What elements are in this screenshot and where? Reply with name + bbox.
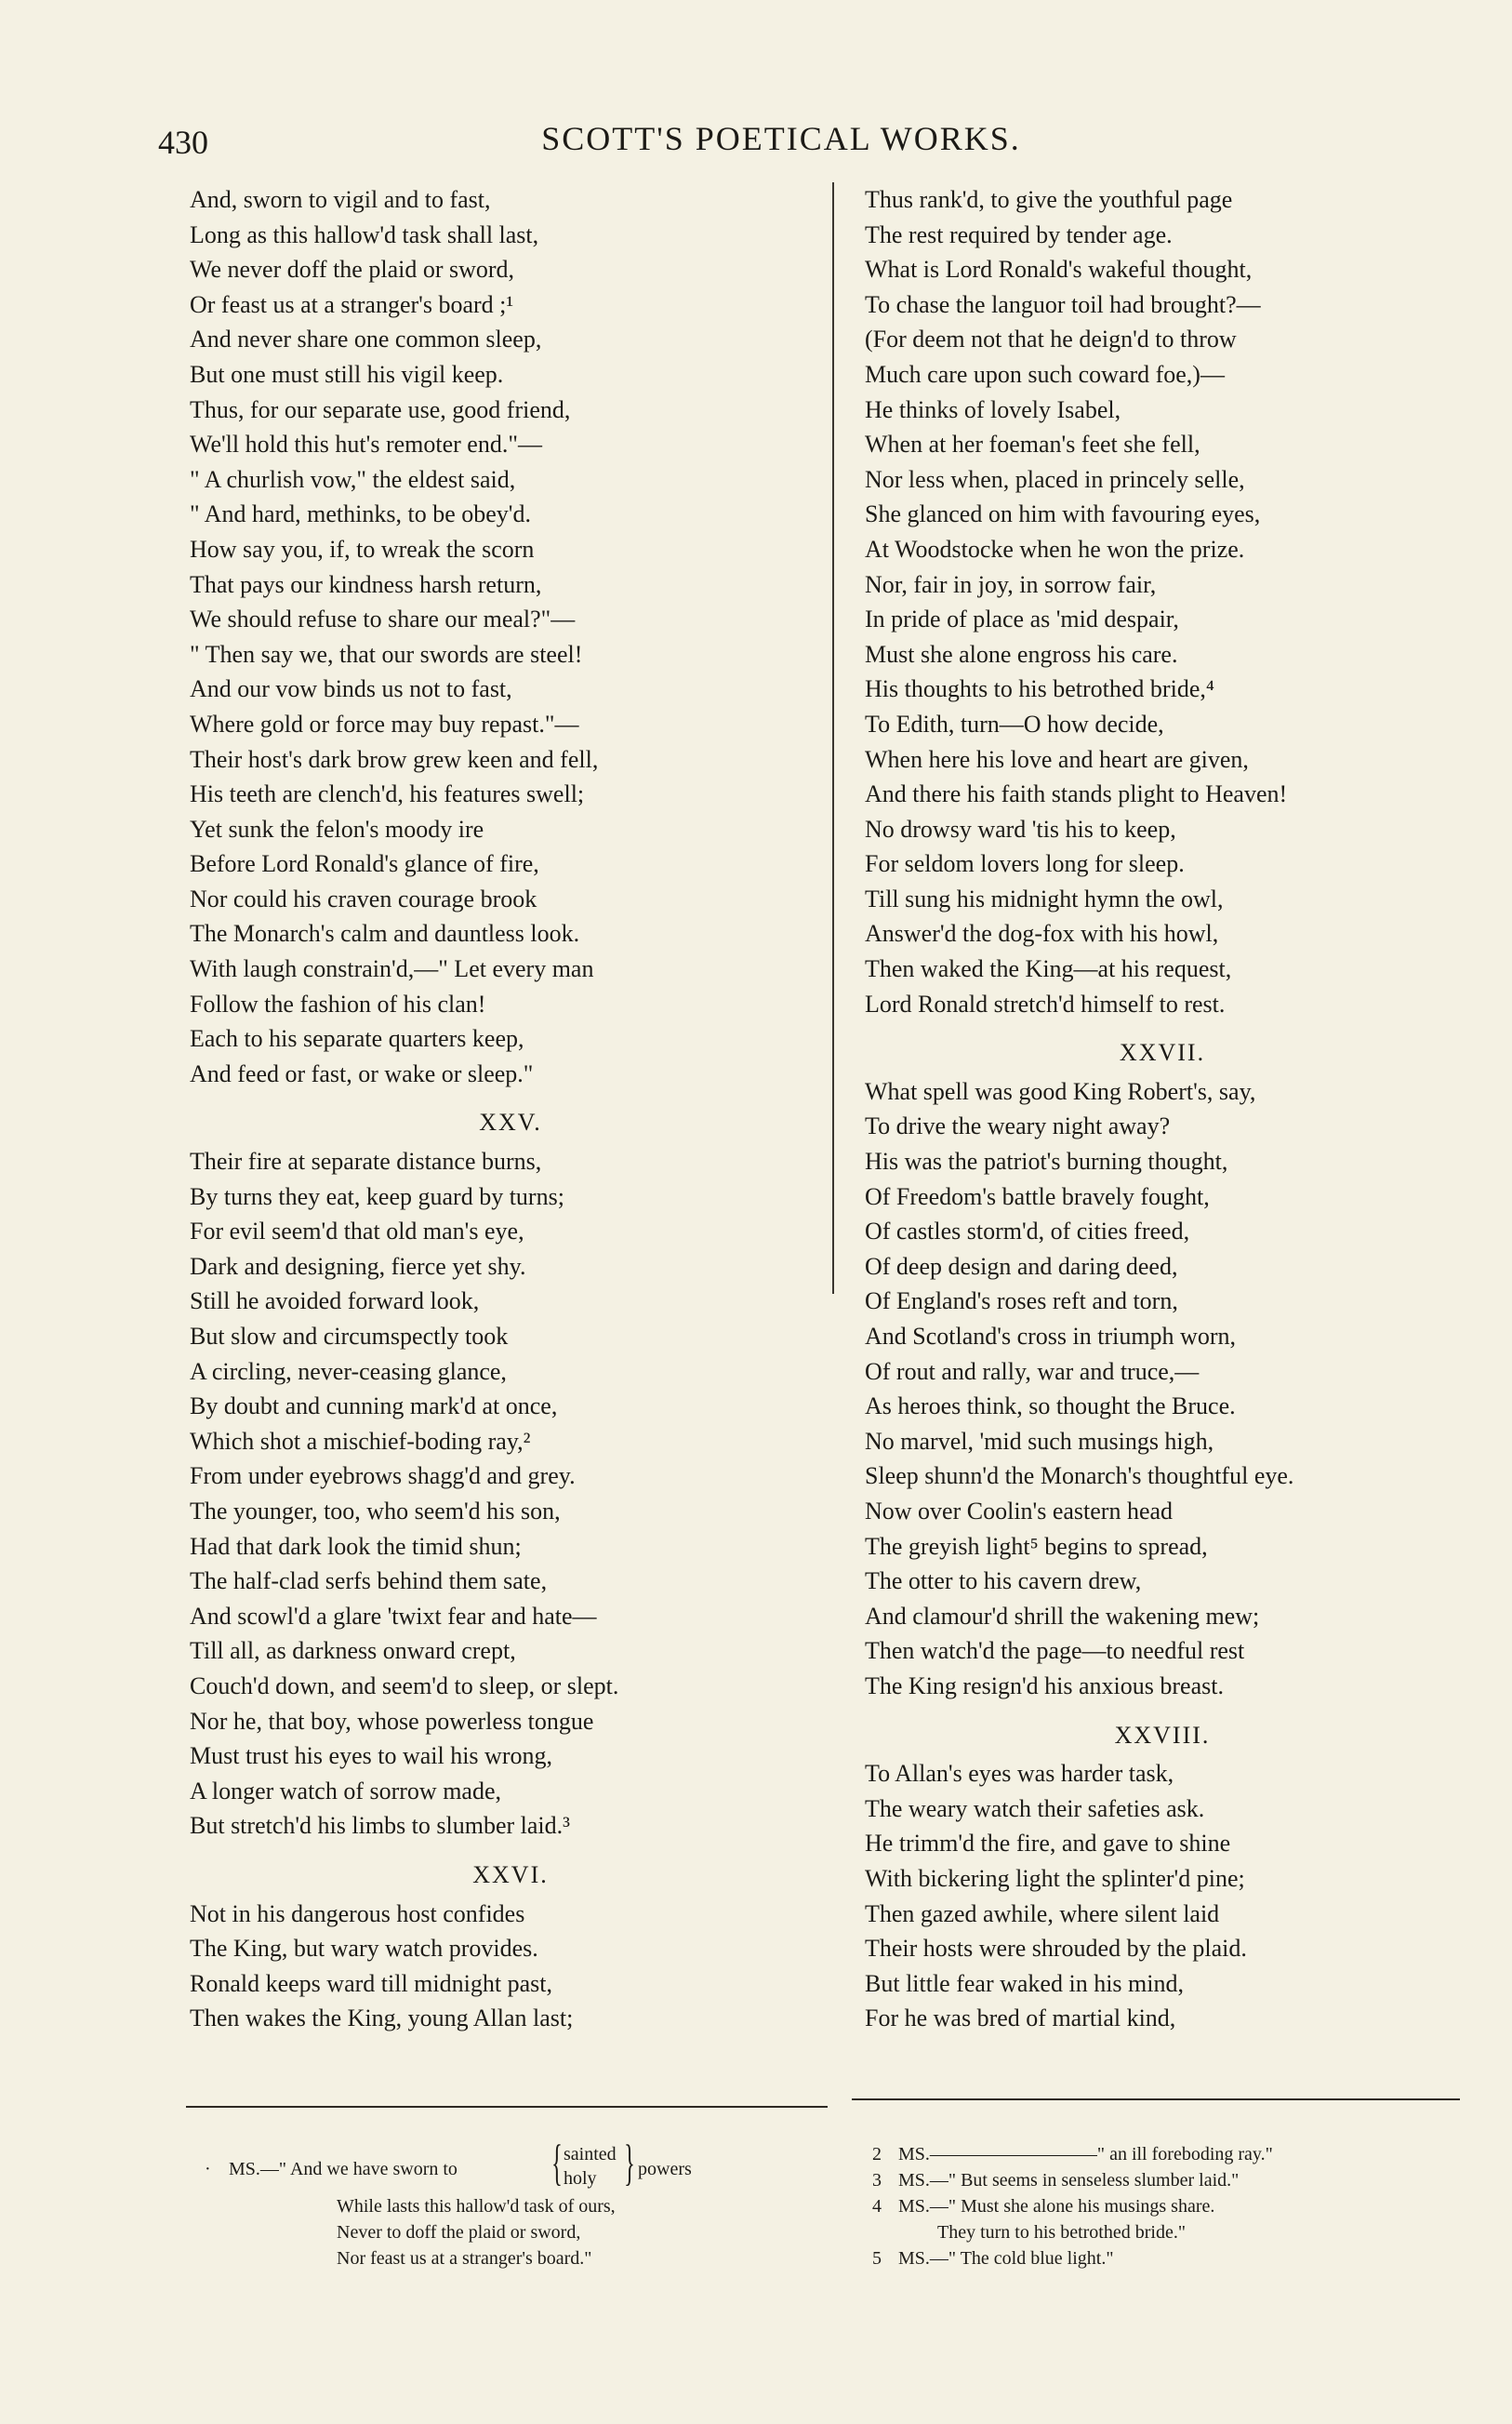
section-heading: XXVI. — [472, 1860, 549, 1888]
verse-line: Long as this hallow'd task shall last, — [190, 220, 539, 248]
verse-line: What spell was good King Robert's, say, — [865, 1077, 1256, 1105]
page-number: 430 — [158, 124, 208, 161]
verse-line: Thus rank'd, to give the youthful page — [865, 186, 1233, 213]
footnote-ms-label: · MS.—" And we have sworn to — [205, 2156, 458, 2182]
section-heading: XXVIII. — [1114, 1721, 1211, 1749]
footnote-line: They turn to his betrothed bride." — [937, 2222, 1186, 2243]
verse-line: By doubt and cunning mark'd at once, — [190, 1392, 558, 1420]
verse-line: Till all, as darkness onward crept, — [190, 1637, 516, 1665]
verse-line: As heroes think, so thought the Bruce. — [865, 1392, 1236, 1420]
verse-line: Till sung his midnight hymn the owl, — [865, 885, 1224, 912]
stanza-block — [865, 182, 1460, 1021]
verse-line: Of rout and rally, war and truce,— — [865, 1357, 1200, 1385]
verse-line: The Monarch's calm and dauntless look. — [190, 920, 580, 948]
verse-line: With bickering light the splinter'd pine; — [865, 1864, 1245, 1892]
column-divider — [832, 182, 834, 1294]
verse-line: No marvel, 'mid such musings high, — [865, 1427, 1214, 1455]
verse-line: Of Freedom's battle bravely fought, — [865, 1182, 1210, 1210]
verse-line: Ronald keeps ward till midnight past, — [190, 1969, 552, 1997]
verse-line: No drowsy ward 'tis his to keep, — [865, 815, 1176, 843]
running-title: SCOTT'S POETICAL WORKS. — [541, 120, 1021, 157]
verse-line: To chase the languor toil had brought?— — [865, 290, 1261, 318]
verse-line: Must trust his eyes to wail his wrong, — [190, 1742, 552, 1770]
verse-line: Had that dark look the timid shun; — [190, 1532, 522, 1560]
verse-line: The otter to his cavern drew, — [865, 1567, 1142, 1595]
verse-line: Must she alone engross his care. — [865, 640, 1178, 668]
verse-line: The weary watch their safeties ask. — [865, 1794, 1205, 1822]
verse-line: Answer'd the dog-fox with his howl, — [865, 920, 1219, 948]
verse-line: When at her foeman's feet she fell, — [865, 431, 1200, 459]
verse-line: Their host's dark brow grew keen and fell, — [190, 745, 599, 773]
verse-line: His thoughts to his betrothed bride,⁴ — [865, 675, 1214, 703]
right-brace: } — [624, 2135, 635, 2191]
footnote-variant-row — [205, 2135, 800, 2193]
verse-line: Their fire at separate distance burns, — [190, 1148, 542, 1176]
verse-line: To drive the weary night away? — [865, 1112, 1171, 1140]
verse-line: " Then say we, that our swords are steel! — [190, 640, 583, 668]
stanza-block — [190, 1897, 831, 2036]
verse-line: By turns they eat, keep guard by turns; — [190, 1182, 564, 1210]
verse-line: Then watch'd the page—to needful rest — [865, 1637, 1245, 1665]
verse-line: With laugh constrain'd,—" Let every man — [190, 955, 594, 983]
section-heading: XXV. — [479, 1109, 542, 1137]
verse-line: Then wakes the King, young Allan last; — [190, 2004, 574, 2032]
verse-line: And our vow binds us not to fast, — [190, 675, 512, 703]
stanza-block — [865, 1074, 1460, 1704]
right-column — [865, 182, 1460, 2036]
verse-line: The half-clad serfs behind them sate, — [190, 1567, 548, 1595]
verse-line: To Edith, turn—O how decide, — [865, 710, 1164, 738]
verse-line: Where gold or force may buy repast."— — [190, 710, 579, 738]
verse-line: Their hosts were shrouded by the plaid. — [865, 1935, 1247, 1963]
footnote-line: 3 MS.—" But seems in senseless slumber laid." — [872, 2170, 1240, 2191]
verse-line: Still he avoided forward look, — [190, 1287, 480, 1315]
left-column — [190, 182, 831, 2036]
verse-line: Of castles storm'd, of cities freed, — [865, 1218, 1190, 1245]
footnote-line: 2 MS.—————————" an ill foreboding ray." — [872, 2144, 1273, 2164]
footnote-rule — [852, 2098, 1460, 2100]
verse-line: Sleep shunn'd the Monarch's thoughtful eye. — [865, 1462, 1294, 1490]
variant-option: holy — [564, 2168, 597, 2189]
verse-line: Which shot a mischief-boding ray,² — [190, 1427, 531, 1455]
variant-option: sainted — [564, 2144, 617, 2164]
footnotes-right — [872, 2141, 1449, 2271]
verse-line: The greyish light⁵ begins to spread, — [865, 1532, 1208, 1560]
verse-line: But slow and circumspectly took — [190, 1323, 509, 1350]
left-brace: { — [551, 2135, 563, 2191]
verse-line: Dark and designing, fierce yet shy. — [190, 1252, 526, 1280]
verse-line: We'll hold this hut's remoter end."— — [190, 431, 542, 459]
stanza-block — [190, 182, 831, 1091]
verse-line: And scowl'd a glare 'twixt fear and hate— — [190, 1602, 597, 1630]
verse-line: Couch'd down, and seem'd to sleep, or slept. — [190, 1671, 619, 1699]
verse-line: From under eyebrows shagg'd and grey. — [190, 1462, 576, 1490]
verse-line: Nor, fair in joy, in sorrow fair, — [865, 570, 1157, 598]
stanza-block — [865, 1756, 1460, 2036]
verse-line: Or feast us at a stranger's board ;¹ — [190, 290, 514, 318]
verse-line: His teeth are clench'd, his features swell; — [190, 780, 585, 808]
verse-line: And there his faith stands plight to Heaven! — [865, 780, 1288, 808]
verse-line: Nor less when, placed in princely selle, — [865, 465, 1245, 493]
verse-line: For seldom lovers long for sleep. — [865, 850, 1185, 878]
footnote-line: Never to doff the plaid or sword, — [337, 2222, 581, 2243]
verse-line: Yet sunk the felon's moody ire — [190, 815, 484, 843]
verse-line: In pride of place as 'mid despair, — [865, 606, 1179, 633]
footnote-line: 4 MS.—" Must she alone his musings share. — [872, 2196, 1215, 2217]
verse-line: He trimm'd the fire, and gave to shine — [865, 1830, 1231, 1858]
verse-line: The rest required by tender age. — [865, 220, 1173, 248]
verse-line: Lord Ronald stretch'd himself to rest. — [865, 990, 1226, 1018]
footnote-line: 5 MS.—" The cold blue light." — [872, 2248, 1114, 2269]
verse-line: Now over Coolin's eastern head — [865, 1497, 1174, 1525]
verse-line: To Allan's eyes was harder task, — [865, 1760, 1174, 1788]
verse-line: The King resign'd his anxious breast. — [865, 1671, 1224, 1699]
verse-line: But one must still his vigil keep. — [190, 360, 504, 388]
verse-line: We never doff the plaid or sword, — [190, 256, 515, 284]
verse-line: She glanced on him with favouring eyes, — [865, 500, 1261, 528]
verse-line: And Scotland's cross in triumph worn, — [865, 1323, 1236, 1350]
variant-continuation: powers — [638, 2159, 692, 2179]
verse-line: He thinks of lovely Isabel, — [865, 395, 1121, 423]
verse-line: But little fear waked in his mind, — [865, 1969, 1184, 1997]
page-header — [158, 115, 1404, 171]
verse-line: And never share one common sleep, — [190, 326, 542, 353]
footnote-line: While lasts this hallow'd task of ours, — [337, 2196, 616, 2217]
footnote-line: Nor feast us at a stranger's board." — [337, 2248, 592, 2269]
footnote-rule — [186, 2106, 828, 2108]
verse-line: But stretch'd his limbs to slumber laid.³ — [190, 1812, 570, 1840]
verse-line: And feed or fast, or wake or sleep." — [190, 1059, 534, 1087]
verse-line: How say you, if, to wreak the scorn — [190, 535, 535, 563]
verse-line: For he was bred of martial kind, — [865, 2004, 1176, 2032]
verse-line: When here his love and heart are given, — [865, 745, 1249, 773]
verse-line: " A churlish vow," the eldest said, — [190, 465, 516, 493]
verse-line: Much care upon such coward foe,)— — [865, 360, 1225, 388]
verse-line: Before Lord Ronald's glance of fire, — [190, 850, 539, 878]
verse-line: And clamour'd shrill the wakening mew; — [865, 1602, 1260, 1630]
section-heading: XXVII. — [1119, 1039, 1206, 1067]
stanza-block — [190, 1144, 831, 1844]
verse-line: The younger, too, who seem'd his son, — [190, 1497, 561, 1525]
verse-line: A circling, never-ceasing glance, — [190, 1357, 507, 1385]
verse-line: Of deep design and daring deed, — [865, 1252, 1178, 1280]
verse-line: That pays our kindness harsh return, — [190, 570, 542, 598]
verse-line: Not in his dangerous host confides — [190, 1899, 525, 1927]
verse-line: Then waked the King—at his request, — [865, 955, 1232, 983]
verse-line: Follow the fashion of his clan! — [190, 990, 486, 1018]
verse-line: Each to his separate quarters keep, — [190, 1025, 524, 1053]
verse-line: Then gazed awhile, where silent laid — [865, 1899, 1220, 1927]
verse-line: His was the patriot's burning thought, — [865, 1148, 1228, 1176]
verse-line: Thus, for our separate use, good friend, — [190, 395, 571, 423]
verse-line: A longer watch of sorrow made, — [190, 1777, 502, 1805]
verse-line: We should refuse to share our meal?"— — [190, 606, 576, 633]
footnote-1 — [205, 2135, 800, 2271]
verse-line: Of England's roses reft and torn, — [865, 1287, 1178, 1315]
verse-line: (For deem not that he deign'd to throw — [865, 326, 1237, 353]
verse-line: At Woodstocke when he won the prize. — [865, 535, 1245, 563]
verse-line: And, sworn to vigil and to fast, — [190, 186, 491, 213]
verse-line: For evil seem'd that old man's eye, — [190, 1218, 524, 1245]
verse-line: What is Lord Ronald's wakeful thought, — [865, 256, 1253, 284]
verse-line: Nor he, that boy, whose powerless tongue — [190, 1707, 594, 1735]
verse-line: " And hard, methinks, to be obey'd. — [190, 500, 531, 528]
footnote-marker: · — [205, 2159, 211, 2179]
verse-line: Nor could his craven courage brook — [190, 885, 537, 912]
verse-line: The King, but wary watch provides. — [190, 1935, 538, 1963]
